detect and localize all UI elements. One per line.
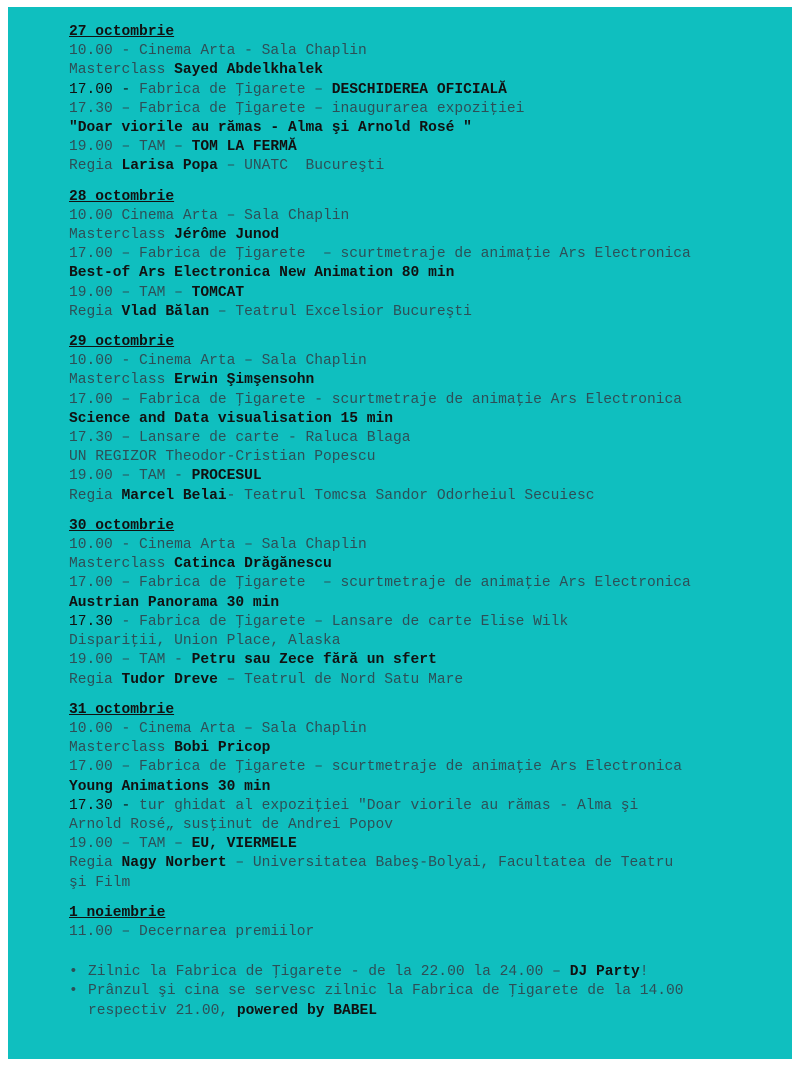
event-line (69, 467, 769, 486)
day-block (69, 333, 769, 506)
event-text: Dispariţii, Union Place, Alaska (69, 633, 341, 650)
highlight-text: Vlad Bălan (121, 303, 210, 320)
highlight-text: Young Animations 30 min (69, 778, 271, 795)
event-text: – Teatrul de Nord Satu Mare (217, 671, 464, 688)
event-line (69, 835, 769, 854)
event-line (69, 42, 769, 61)
day-block (69, 904, 769, 942)
highlight-text: Catinca Drăgănescu (174, 556, 332, 573)
event-text: - Fabrica de Ţigarete – Lansare de carte Elise Wilk (112, 613, 569, 630)
event-text: tur ghidat al expoziţiei "Doar viorile au rămas - Alma şi (139, 797, 639, 814)
event-text: Regia (69, 855, 122, 872)
event-text: 17.30 – Fabrica de Ţigarete – inaugurarea expoziţiei (69, 100, 525, 117)
event-text: – Teatrul Excelsior Bucureşti (209, 303, 472, 320)
event-line (69, 391, 769, 410)
note-text: Zilnic la Fabrica de Ţigarete - de la 22.00 la 24.00 – (88, 964, 570, 981)
event-line (69, 157, 769, 176)
event-line (69, 303, 769, 322)
event-text: - Teatrul Tomcsa Sandor Odorheiul Secuiesc (226, 487, 595, 504)
event-line (69, 284, 769, 303)
notes-list (69, 963, 769, 1021)
event-text: 19.00 – TAM – (69, 836, 192, 853)
highlight-text: DESCHIDEREA OFICIALĂ (331, 81, 507, 98)
event-line (69, 758, 769, 777)
day-block (69, 23, 769, 177)
event-text: 17.30 - (69, 797, 140, 814)
schedule-content (69, 23, 769, 1021)
day-block (69, 517, 769, 690)
event-text: 11.00 – Decernarea premiilor (69, 923, 315, 940)
event-text: 17.00 - (69, 81, 140, 98)
day-title: 30 octombrie (69, 517, 175, 534)
event-text: 19.00 – TAM – (69, 284, 192, 301)
event-text: Masterclass (69, 372, 175, 389)
day-block (69, 188, 769, 322)
highlight-text: EU, VIERMELE (191, 836, 297, 853)
event-text: – Universitatea Babeş-Bolyai, Facultatea de Teatru (226, 855, 674, 872)
event-line (69, 778, 769, 797)
event-line (69, 797, 769, 816)
event-text: Regia (69, 303, 122, 320)
note-text: Prânzul şi cina se servesc zilnic la Fabrica de Ţigarete de la 14.00 respectiv 21.00, (88, 983, 684, 1019)
note-item (69, 982, 769, 1020)
event-line (69, 100, 769, 119)
highlight-text: "Doar viorile au rămas - Alma şi Arnold Rosé " (69, 120, 472, 137)
highlight-text: Bobi Pricop (174, 740, 271, 757)
highlight-text: Larisa Popa (121, 158, 218, 175)
day-title: 29 octombrie (69, 334, 175, 351)
event-text: Masterclass (69, 740, 175, 757)
schedule-page (8, 7, 792, 1059)
note-text: ! (639, 964, 649, 981)
event-text: 10.00 - Cinema Arta – Sala Chaplin (69, 353, 367, 370)
highlight-text: powered by BABEL (236, 1002, 378, 1019)
event-text: UN REGIZOR Theodor-Cristian Popescu (69, 449, 376, 466)
event-line (69, 874, 769, 893)
highlight-text: PROCESUL (191, 468, 262, 485)
highlight-text: Jérôme Junod (174, 227, 280, 244)
day-title: 31 octombrie (69, 701, 175, 718)
event-line (69, 429, 769, 448)
highlight-text: Science and Data visualisation 15 min (69, 410, 394, 427)
highlight-text: DJ Party (569, 964, 640, 981)
event-text: Regia (69, 487, 122, 504)
event-text: 19.00 – TAM - (69, 468, 192, 485)
event-line (69, 671, 769, 690)
event-text: 17.30 (69, 613, 113, 630)
event-text: 10.00 Cinema Arta – Sala Chaplin (69, 207, 350, 224)
event-text: 17.00 – Fabrica de Ţigarete – scurtmetraje de animaţie Ars Electronica (69, 246, 691, 263)
event-line (69, 371, 769, 390)
event-text: Regia (69, 671, 122, 688)
event-line (69, 594, 769, 613)
event-line (69, 245, 769, 264)
event-text: – UNATC Bucureşti (217, 158, 385, 175)
event-text: 10.00 - Cinema Arta – Sala Chaplin (69, 537, 367, 554)
event-line (69, 739, 769, 758)
event-line (69, 536, 769, 555)
day-title: 1 noiembrie (69, 904, 166, 921)
event-line (69, 61, 769, 80)
highlight-text: Petru sau Zece fără un sfert (191, 652, 437, 669)
event-line (69, 138, 769, 157)
event-line (69, 448, 769, 467)
event-line (69, 119, 769, 138)
highlight-text: Marcel Belai (121, 487, 227, 504)
highlight-text: Tudor Dreve (121, 671, 218, 688)
bullet-icon: • (69, 983, 78, 1000)
event-line (69, 720, 769, 739)
highlight-text: Nagy Norbert (121, 855, 227, 872)
event-line (69, 651, 769, 670)
highlight-text: Best-of Ars Electronica New Animation 80 min (69, 265, 455, 282)
event-text: 19.00 – TAM - (69, 652, 192, 669)
event-line (69, 352, 769, 371)
event-text: Masterclass (69, 556, 175, 573)
event-text: Arnold Rosé„ susţinut de Andrei Popov (69, 816, 394, 833)
event-line (69, 816, 769, 835)
highlight-text: TOMCAT (191, 284, 245, 301)
event-line (69, 632, 769, 651)
event-text: 19.00 – TAM – (69, 139, 192, 156)
event-text: Masterclass (69, 227, 175, 244)
event-line (69, 923, 769, 942)
note-item (69, 963, 769, 982)
event-line (69, 487, 769, 506)
event-text: 17.00 – Fabrica de Ţigarete - scurtmetraje de animaţie Ars Electronica (69, 391, 683, 408)
event-text: Fabrica de Ţigarete – (139, 81, 332, 98)
event-text: şi Film (69, 874, 131, 891)
highlight-text: Sayed Abdelkhalek (174, 62, 323, 79)
event-line (69, 226, 769, 245)
day-block (69, 701, 769, 893)
event-line (69, 207, 769, 226)
event-line (69, 81, 769, 100)
event-text: 17.00 – Fabrica de Ţigarete – scurtmetraje de animaţie Ars Electronica (69, 759, 683, 776)
bullet-icon: • (69, 964, 78, 981)
event-line (69, 410, 769, 429)
event-line (69, 574, 769, 593)
highlight-text: Austrian Panorama 30 min (69, 594, 280, 611)
event-line (69, 555, 769, 574)
event-text: Masterclass (69, 62, 175, 79)
highlight-text: TOM LA FERMĂ (191, 139, 297, 156)
day-title: 28 octombrie (69, 188, 175, 205)
event-text: 17.30 – Lansare de carte - Raluca Blaga (69, 430, 411, 447)
event-text: Regia (69, 158, 122, 175)
event-text: 17.00 – Fabrica de Ţigarete – scurtmetraje de animaţie Ars Electronica (69, 575, 691, 592)
event-line (69, 264, 769, 283)
event-text: 10.00 - Cinema Arta – Sala Chaplin (69, 720, 367, 737)
event-text: 10.00 - Cinema Arta - Sala Chaplin (69, 43, 367, 60)
event-line (69, 613, 769, 632)
highlight-text: Erwin Şimşensohn (174, 372, 315, 389)
day-title: 27 octombrie (69, 24, 175, 40)
event-line (69, 854, 769, 873)
